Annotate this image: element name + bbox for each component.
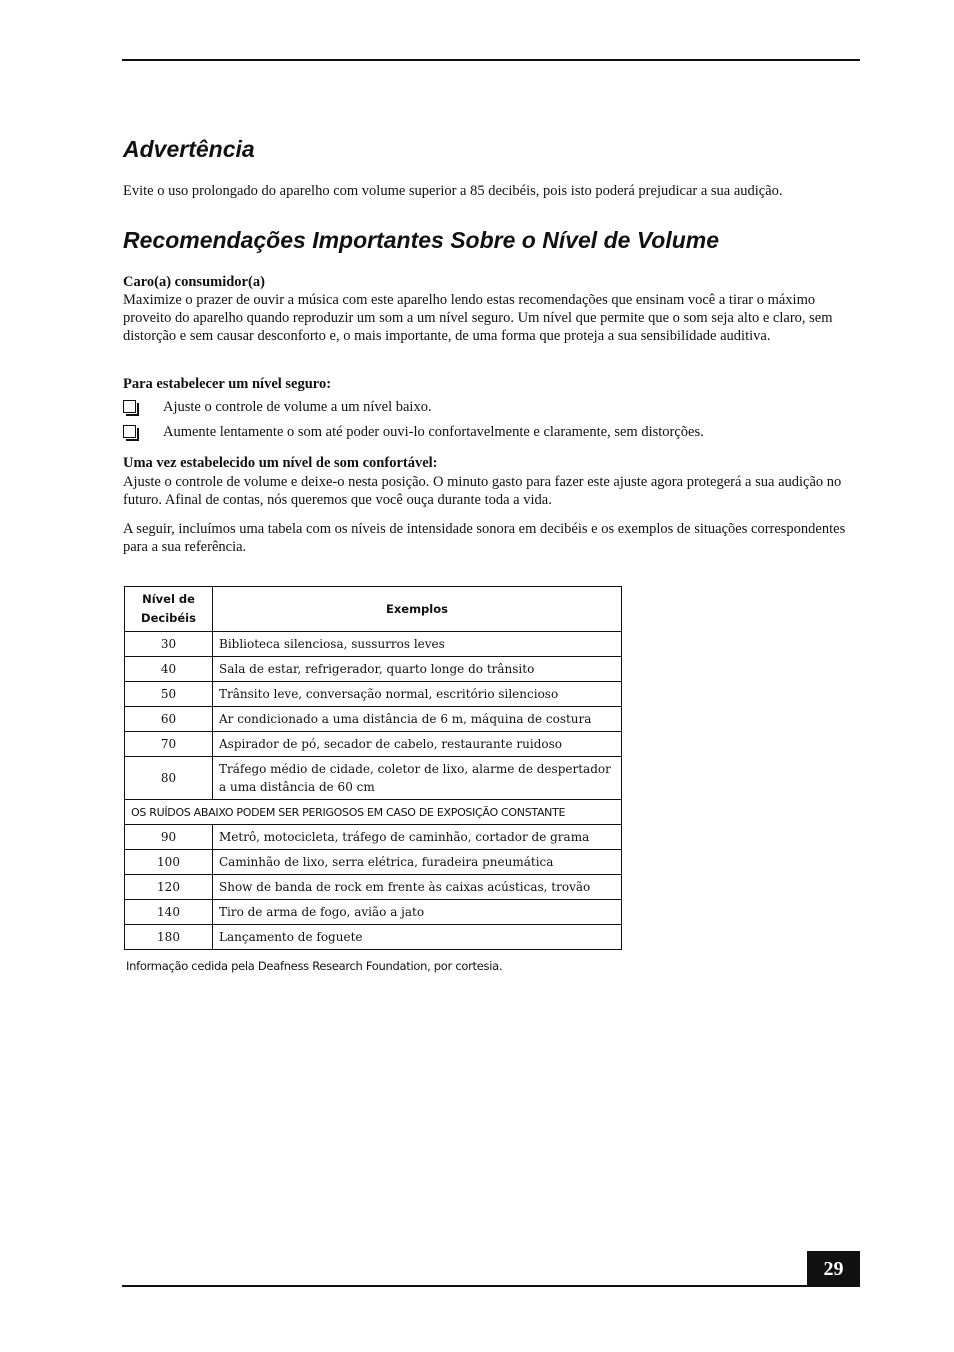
header-level-line2: Decibéis (141, 611, 196, 625)
table-row (125, 707, 622, 732)
page-number: 29 (807, 1251, 860, 1287)
level-cell: 100 (125, 850, 213, 875)
level-cell: 80 (125, 757, 213, 800)
table-row (125, 850, 622, 875)
example-cell: Caminhão de lixo, serra elétrica, furadeira pneumática (213, 850, 622, 875)
level-cell: 30 (125, 632, 213, 657)
checklist-item-text: Aumente lentamente o som até poder ouvi-lo confortavelmente e claramente, sem distorções. (163, 424, 704, 440)
bottom-rule (122, 1285, 860, 1287)
header-level-line1: Nível de (142, 592, 195, 606)
level-cell: 180 (125, 925, 213, 950)
example-cell: Tráfego médio de cidade, coletor de lixo, alarme de despertador a uma distância de 60 cm (213, 757, 622, 800)
header-examples: Exemplos (213, 587, 622, 632)
warning-row (125, 800, 622, 825)
level-cell: 90 (125, 825, 213, 850)
example-cell: Metrô, motocicleta, tráfego de caminhão, cortador de grama (213, 825, 622, 850)
level-cell: 70 (125, 732, 213, 757)
table-intro: A seguir, incluímos uma tabela com os níveis de intensidade sonora em decibéis e os exemplos de situações correspondentes para a sua referência. (123, 521, 846, 555)
table-row (125, 632, 622, 657)
warning-text: Evite o uso prolongado do aparelho com volume superior a 85 decibéis, pois isto poderá prejudicar a sua audição. (123, 183, 783, 199)
consumer-text: Maximize o prazer de ouvir a música com este aparelho lendo estas recomendações que ensinam você a tirar o máximo proveito do aparelho quando reproduzir um som a um nível seguro. Um nível que permite que o som seja alto e claro, sem distorção e sem causar desconforto e, o mais importante, de uma forma que proteja a sua sensibilidade auditiva. (123, 292, 833, 344)
example-cell: Trânsito leve, conversação normal, escritório silencioso (213, 682, 622, 707)
table-row (125, 900, 622, 925)
top-rule (122, 59, 860, 61)
level-cell: 40 (125, 657, 213, 682)
example-cell: Sala de estar, refrigerador, quarto longe do trânsito (213, 657, 622, 682)
example-cell: Lançamento de foguete (213, 925, 622, 950)
comfortable-label: Uma vez estabelecido um nível de som confortável: (123, 455, 438, 471)
table-row (125, 757, 622, 800)
table-caption: Informação cedida pela Deafness Research Foundation, por cortesia. (126, 959, 503, 973)
table-row (125, 825, 622, 850)
level-cell: 120 (125, 875, 213, 900)
example-cell: Show de banda de rock em frente às caixas acústicas, trovão (213, 875, 622, 900)
header-level (125, 587, 213, 632)
heading-warning: Advertência (123, 136, 255, 162)
consumer-label: Caro(a) consumidor(a) (123, 274, 265, 290)
safe-level-label: Para estabelecer um nível seguro: (123, 376, 332, 392)
table-row (125, 682, 622, 707)
example-cell: Ar condicionado a uma distância de 6 m, máquina de costura (213, 707, 622, 732)
level-cell: 60 (125, 707, 213, 732)
table-row (125, 732, 622, 757)
level-cell: 140 (125, 900, 213, 925)
table-row (125, 925, 622, 950)
checklist-item (123, 423, 853, 441)
level-cell: 50 (125, 682, 213, 707)
table-row (125, 875, 622, 900)
warning-row-text: OS RUÍDOS ABAIXO PODEM SER PERIGOSOS EM CASO DE EXPOSIÇÃO CONSTANTE (125, 800, 622, 825)
checklist-item (123, 398, 853, 416)
table-header-row (125, 587, 622, 632)
heading-recommendations: Recomendações Importantes Sobre o Nível de Volume (123, 227, 720, 253)
example-cell: Aspirador de pó, secador de cabelo, restaurante ruidoso (213, 732, 622, 757)
table-row (125, 657, 622, 682)
checkbox-icon (123, 425, 136, 438)
example-cell: Biblioteca silenciosa, sussurros leves (213, 632, 622, 657)
example-cell: Tiro de arma de fogo, avião a jato (213, 900, 622, 925)
checklist-item-text: Ajuste o controle de volume a um nível baixo. (163, 399, 432, 415)
comfortable-text: Ajuste o controle de volume e deixe-o nesta posição. O minuto gasto para fazer este ajuste agora protegerá a sua audição no futuro. Afinal de contas, nós queremos que você ouça durante toda a vida. (123, 474, 842, 508)
checkbox-icon (123, 400, 136, 413)
decibel-table (124, 586, 622, 950)
